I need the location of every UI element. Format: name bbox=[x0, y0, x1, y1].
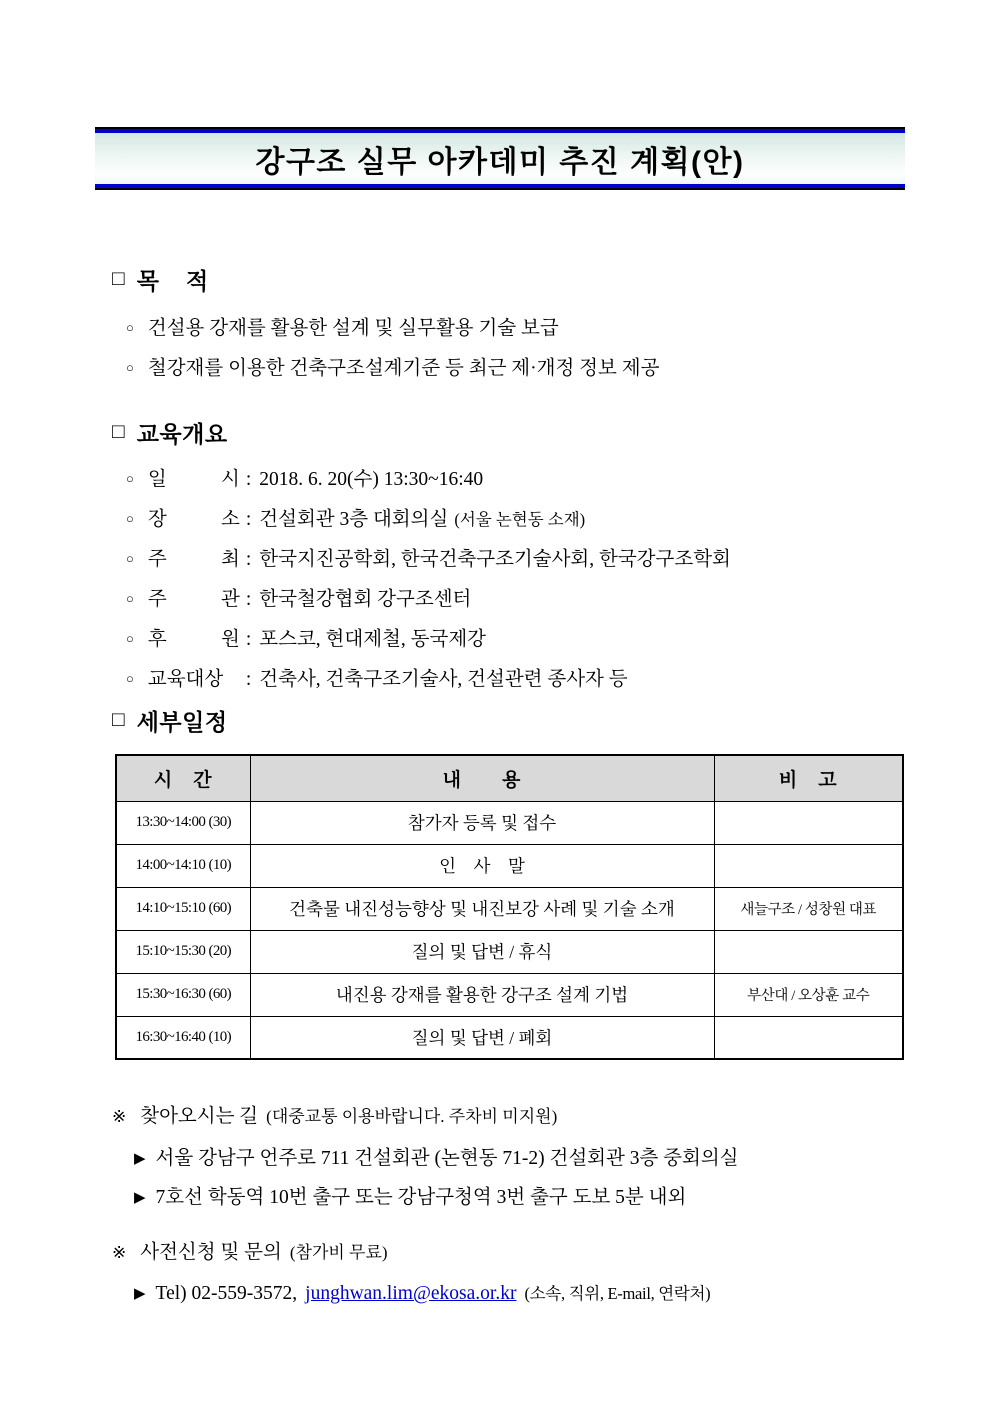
column-header-note: 비 고 bbox=[714, 755, 903, 801]
overview-item-value: 건축사, 건축구조기술사, 건설관련 종사자 등 bbox=[259, 669, 628, 690]
section-purpose bbox=[112, 263, 912, 389]
schedule-heading: 세부일정 bbox=[136, 709, 228, 735]
circle-bullet-icon: ○ bbox=[126, 671, 134, 686]
circle-bullet-icon: ○ bbox=[126, 551, 134, 566]
overview-item-value: 한국지진공학회, 한국건축구조기술사회, 한국강구조학회 bbox=[259, 549, 731, 570]
page-title: 강구조 실무 아카데미 추진 계획(안) bbox=[255, 145, 745, 179]
contact-email-link[interactable]: junghwan.lim@ekosa.or.kr bbox=[305, 1283, 517, 1304]
overview-item-label: 주 최 bbox=[147, 549, 240, 570]
overview-item-label: 후 원 bbox=[147, 629, 240, 650]
cell-note: 부산대 / 오상훈 교수 bbox=[714, 973, 903, 1016]
overview-heading: 교육개요 bbox=[136, 421, 228, 447]
table-row bbox=[116, 930, 903, 973]
cell-content: 인 사 말 bbox=[250, 844, 714, 887]
cell-content: 질의 및 답변 / 폐회 bbox=[250, 1016, 714, 1059]
section-schedule bbox=[112, 704, 912, 1060]
purpose-item bbox=[112, 349, 912, 389]
purpose-item-text: 건설용 강재를 활용한 설계 및 실무활용 기술 보급 bbox=[147, 318, 559, 339]
banner-bottom-bar bbox=[95, 184, 905, 190]
directions-heading-row bbox=[112, 1100, 912, 1128]
table-row bbox=[116, 801, 903, 844]
banner-body bbox=[95, 133, 905, 184]
cell-note bbox=[714, 930, 903, 973]
overview-item-note: (서울 논현동 소재) bbox=[454, 510, 586, 529]
cell-content: 건축물 내진성능향상 및 내진보강 사례 및 기술 소개 bbox=[250, 887, 714, 930]
directions-item-address bbox=[134, 1140, 912, 1179]
circle-bullet-icon: ○ bbox=[126, 320, 134, 335]
column-header-time: 시 간 bbox=[116, 755, 250, 801]
table-row bbox=[116, 844, 903, 887]
contact-phone: Tel) 02-559-3572, bbox=[155, 1283, 298, 1304]
contact-suffix: (소속, 직위, E-mail, 연락처) bbox=[524, 1284, 711, 1303]
directions-item-text: 7호선 학동역 10번 출구 또는 강남구청역 3번 출구 도보 5분 내외 bbox=[155, 1187, 687, 1208]
reference-mark-icon: ※ bbox=[112, 1243, 127, 1262]
overview-item-label: 일 시 bbox=[147, 469, 240, 490]
circle-bullet-icon: ○ bbox=[126, 631, 134, 646]
circle-bullet-icon: ○ bbox=[126, 591, 134, 606]
contact-note: (참가비 무료) bbox=[289, 1243, 388, 1262]
cell-time: 14:00~14:10 (10) bbox=[116, 844, 250, 887]
cell-content: 질의 및 답변 / 휴식 bbox=[250, 930, 714, 973]
table-row bbox=[116, 887, 903, 930]
overview-item-value: 한국철강협회 강구조센터 bbox=[259, 589, 472, 610]
cell-content: 내진용 강재를 활용한 강구조 설계 기법 bbox=[250, 973, 714, 1016]
overview-item-place bbox=[112, 500, 912, 540]
overview-item-host bbox=[112, 540, 912, 580]
directions-note: (대중교통 이용바랍니다. 주차비 미지원) bbox=[266, 1107, 558, 1126]
colon-separator: : bbox=[245, 589, 252, 610]
contact-heading: 사전신청 및 문의 bbox=[140, 1242, 282, 1263]
purpose-heading: 목 적 bbox=[136, 268, 209, 294]
square-bullet-icon: □ bbox=[112, 419, 125, 443]
cell-time: 13:30~14:00 (30) bbox=[116, 801, 250, 844]
reference-mark-icon: ※ bbox=[112, 1107, 127, 1126]
colon-separator: : bbox=[245, 549, 252, 570]
circle-bullet-icon: ○ bbox=[126, 471, 134, 486]
column-header-content: 내 용 bbox=[250, 755, 714, 801]
colon-separator: : bbox=[245, 469, 252, 490]
section-overview bbox=[112, 416, 912, 700]
cell-time: 15:30~16:30 (60) bbox=[116, 973, 250, 1016]
schedule-table bbox=[115, 754, 904, 1060]
contact-info-row bbox=[134, 1275, 912, 1314]
overview-heading-row bbox=[112, 416, 912, 449]
colon-separator: : bbox=[245, 509, 252, 530]
table-row bbox=[116, 1016, 903, 1059]
overview-item-label: 주 관 bbox=[147, 589, 240, 610]
cell-note bbox=[714, 801, 903, 844]
circle-bullet-icon: ○ bbox=[126, 511, 134, 526]
cell-time: 14:10~15:10 (60) bbox=[116, 887, 250, 930]
colon-separator: : bbox=[245, 629, 252, 650]
arrow-bullet-icon: ▶ bbox=[134, 1190, 146, 1206]
square-bullet-icon: □ bbox=[112, 266, 125, 290]
directions-item-subway bbox=[134, 1179, 912, 1218]
overview-item-audience bbox=[112, 660, 912, 700]
overview-item-datetime bbox=[112, 460, 912, 500]
contact-heading-row bbox=[112, 1236, 912, 1264]
directions-heading: 찾아오시는 길 bbox=[140, 1106, 259, 1127]
overview-item-value: 2018. 6. 20(수) 13:30~16:40 bbox=[259, 469, 484, 490]
circle-bullet-icon: ○ bbox=[126, 360, 134, 375]
schedule-heading-row bbox=[112, 704, 912, 737]
cell-time: 15:10~15:30 (20) bbox=[116, 930, 250, 973]
directions-item-text: 서울 강남구 언주로 711 건설회관 (논현동 71-2) 건설회관 3층 중회의실 bbox=[155, 1148, 739, 1169]
overview-item-sponsor bbox=[112, 620, 912, 660]
purpose-heading-row bbox=[112, 263, 912, 296]
arrow-bullet-icon: ▶ bbox=[134, 1286, 146, 1302]
purpose-item bbox=[112, 309, 912, 349]
title-banner bbox=[95, 127, 905, 190]
cell-time: 16:30~16:40 (10) bbox=[116, 1016, 250, 1059]
cell-content: 참가자 등록 및 접수 bbox=[250, 801, 714, 844]
colon-separator: : bbox=[245, 669, 252, 690]
square-bullet-icon: □ bbox=[112, 707, 125, 731]
purpose-item-text: 철강재를 이용한 건축구조설계기준 등 최근 제·개정 정보 제공 bbox=[147, 358, 660, 379]
overview-item-value: 포스코, 현대제철, 동국제강 bbox=[259, 629, 486, 650]
table-header-row bbox=[116, 755, 903, 801]
arrow-bullet-icon: ▶ bbox=[134, 1151, 146, 1167]
table-row bbox=[116, 973, 903, 1016]
overview-item-label: 교육대상 bbox=[147, 669, 224, 690]
section-directions bbox=[112, 1100, 912, 1218]
cell-note bbox=[714, 844, 903, 887]
overview-item-label: 장 소 bbox=[147, 509, 240, 530]
overview-item-organizer bbox=[112, 580, 912, 620]
cell-note: 새늘구조 / 성창원 대표 bbox=[714, 887, 903, 930]
section-contact bbox=[112, 1236, 912, 1314]
overview-item-value: 건설회관 3층 대회의실 bbox=[259, 509, 449, 530]
cell-note bbox=[714, 1016, 903, 1059]
